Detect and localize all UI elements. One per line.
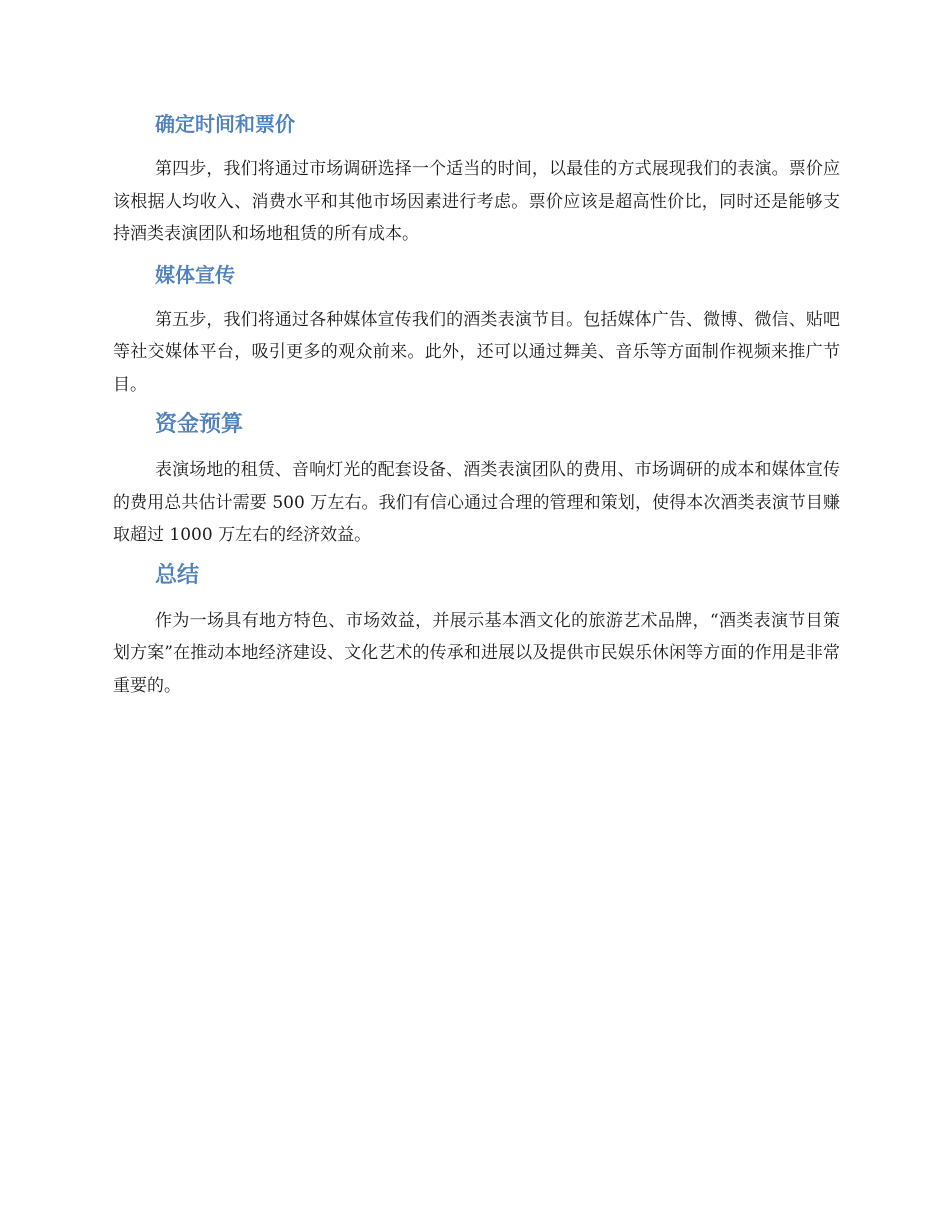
section-heading-time-and-price: 确定时间和票价 bbox=[155, 112, 295, 136]
section-heading-budget: 资金预算 bbox=[155, 412, 244, 437]
section-paragraph-time-and-price: 第四步，我们将通过市场调研选择一个适当的时间，以最佳的方式展现我们的表演。票价应该根据人均收入、消费水平和其他市场因素进行考虑。票价应该是超高性价比，同时还是能够支持酒类表演团队和场地租赁的所有成本。 bbox=[113, 159, 840, 244]
section-heading-media-promotion: 媒体宣传 bbox=[155, 262, 235, 287]
section-paragraph-budget: 表演场地的租赁、音响灯光的配套设备、酒类表演团队的费用、市场调研的成本和媒体宣传的费用总共估计需要 500 万左右。我们有信心通过合理的管理和策划，使得本次酒类表演节目赚取超过 1000 万左右的经济效益。 bbox=[113, 460, 840, 545]
document-page bbox=[113, 104, 840, 706]
section-paragraph-summary: 作为一场具有地方特色、市场效益，并展示基本酒文化的旅游艺术品牌，“酒类表演节目策划方案”在推动本地经济建设、文化艺术的传承和进展以及提供市民娱乐休闲等方面的作用是非常重要的。 bbox=[113, 610, 840, 696]
section-paragraph-media-promotion: 第五步，我们将通过各种媒体宣传我们的酒类表演节目。包括媒体广告、微博、微信、贴吧等社交媒体平台，吸引更多的观众前来。此外，还可以通过舞美、音乐等方面制作视频来推广节目。 bbox=[113, 309, 840, 395]
section-heading-summary: 总结 bbox=[155, 562, 200, 588]
